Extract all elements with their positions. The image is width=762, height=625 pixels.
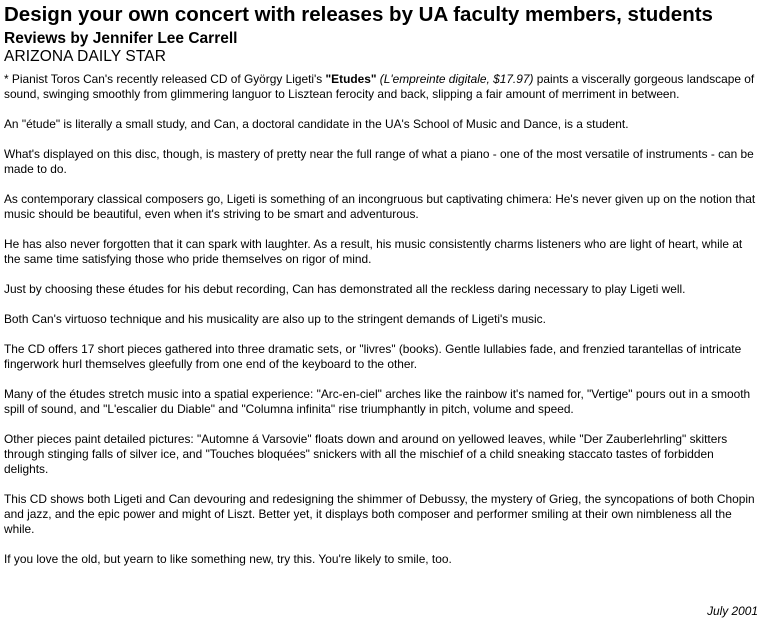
paragraph: An "étude" is literally a small study, and Can, a doctoral candidate in the UA's School of Music and Dance, is a student. bbox=[4, 117, 629, 131]
paragraph: He has also never forgotten that it can spark with laughter. As a result, his music consistently charms listeners who are light of heart, while at the same time satisfying those who pride themselves on rigor of mind. bbox=[4, 237, 743, 266]
paragraph: This CD shows both Ligeti and Can devouring and redesigning the shimmer of Debussy, the mystery of Grieg, the syncopations of both Chopin and jazz, and the epic power and might of Liszt. Better yet, it displays both composer and performer smiling at their own nimbleness all the while. bbox=[4, 492, 755, 536]
paragraph: Just by choosing these études for his debut recording, Can has demonstrated all the reckless daring necessary to play Ligeti well. bbox=[4, 282, 686, 296]
label-price: (L'empreinte digitale, $17.97) bbox=[379, 72, 534, 86]
paragraph: If you love the old, but yearn to like something new, try this. You're likely to smile, too. bbox=[4, 552, 452, 566]
paragraph: What's displayed on this disc, though, is mastery of pretty near the full range of what a piano - one of the most versatile of instruments - can be made to do. bbox=[4, 147, 754, 176]
album-title: "Etudes" bbox=[325, 72, 377, 86]
article bbox=[4, 0, 758, 582]
publication-source: ARIZONA DAILY STAR bbox=[4, 48, 167, 65]
paragraph: Many of the études stretch music into a spatial experience: "Arc-en-ciel" arches like the rainbow it's named for, "Vertige" pours out in a smooth spill of sound, and "L'escalier du Diable" and "Columna infinita" rise triumphantly in pitch, volume and speed. bbox=[4, 387, 751, 416]
lead-paragraph bbox=[4, 72, 758, 102]
lead-suffix: paints a viscerally gorgeous landscape of sound, swinging smoothly from glimmering languor to Lisztean ferocity and back, slipping a fair amount of merriment in between. bbox=[4, 72, 755, 101]
paragraph: Both Can's virtuoso technique and his musicality are also up to the stringent demands of Ligeti's music. bbox=[4, 312, 546, 326]
publication-date: July 2001 bbox=[707, 604, 758, 618]
paragraph: As contemporary classical composers go, Ligeti is something of an incongruous but captivating chimera: He's never given up on the notion that music should be beautiful, even when it's striving to be smart and adventurous. bbox=[4, 192, 756, 221]
lead-prefix: * Pianist Toros Can's recently released CD of György Ligeti's bbox=[4, 72, 326, 86]
paragraph: Other pieces paint detailed pictures: "Automne á Varsovie" floats down and around on yellowed leaves, while "Der Zauberlehrling" skitters through stinging falls of silver ice, and "Touches bloquées" snickers with all the mischief of a child sneaking staccato tastes of forbidden delights. bbox=[4, 432, 728, 476]
paragraph: The CD offers 17 short pieces gathered into three dramatic sets, or "livres" (books). Gentle lullabies fade, and frenzied tarantellas of intricate fingerwork hurl themselves gleefully from one end of the keyboard to the other. bbox=[4, 342, 742, 371]
headline: Design your own concert with releases by UA faculty members, students bbox=[4, 3, 713, 26]
byline: Reviews by Jennifer Lee Carrell bbox=[4, 30, 238, 47]
